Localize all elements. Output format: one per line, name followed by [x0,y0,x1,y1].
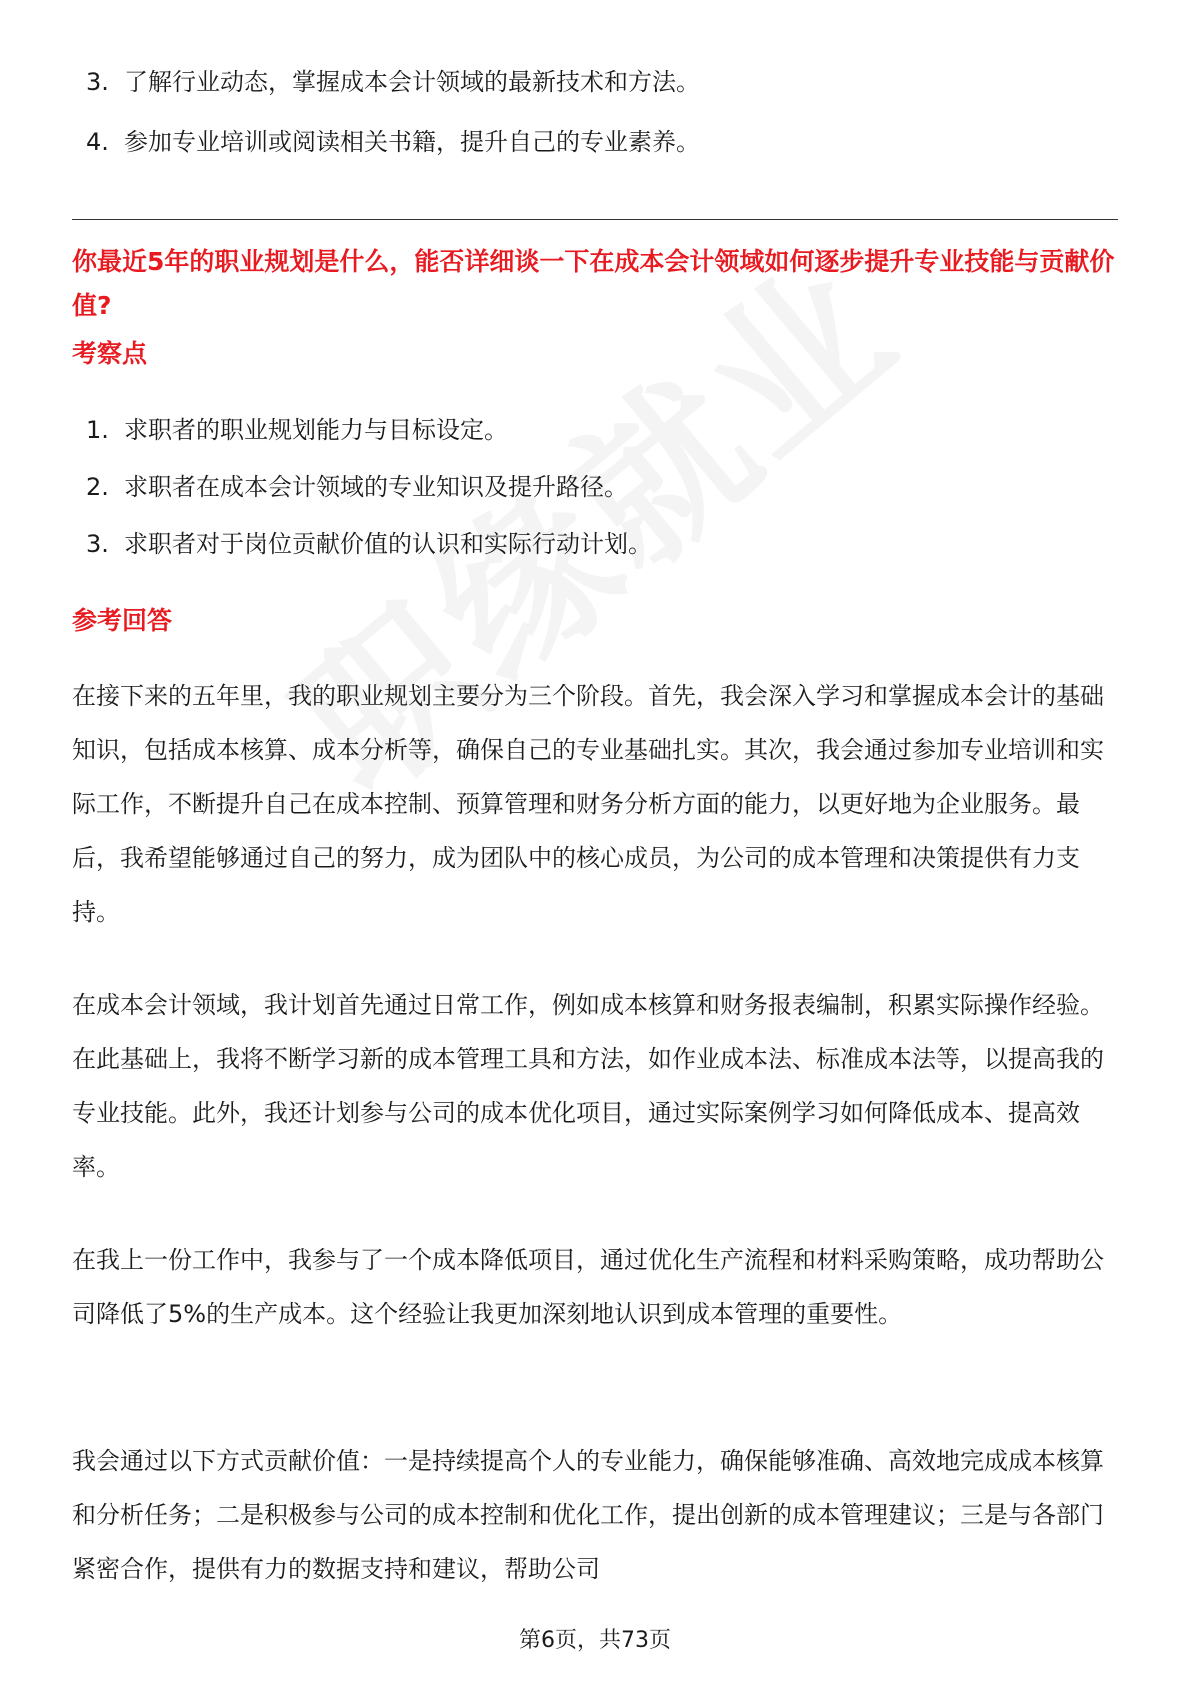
list-item [72,412,652,448]
assessment-points-list [72,412,652,583]
list-item-number: 3. [86,68,109,96]
list-item-text: 求职者对于岗位贡献价值的认识和实际行动计划。 [124,530,652,558]
list-item [72,124,700,160]
list-item [72,526,652,562]
list-item-number: 4. [86,128,109,156]
reference-answer-title: 参考回答 [72,606,173,635]
answer-paragraph: 在接下来的五年里，我的职业规划主要分为三个阶段。首先，我会深入学习和掌握成本会计的基础知识，包括成本核算、成本分析等，确保自己的专业基础扎实。其次，我会通过参加专业培训和实际工作，不断提升自己在成本控制、预算管理和财务分析方面的能力，以更好地为企业服务。最后，我希望能够通过自己的努力，成为团队中的核心成员，为公司的成本管理和决策提供有力支持。 [72,682,1104,926]
page-number: 第6页，共73页 [519,1628,671,1653]
list-item-number: 1. [86,416,109,444]
list-item-text: 求职者在成本会计领域的专业知识及提升路径。 [124,473,628,501]
list-item-number: 3. [86,530,109,558]
list-item [72,64,700,100]
answer-paragraph: 在成本会计领域，我计划首先通过日常工作，例如成本核算和财务报表编制，积累实际操作经验。在此基础上，我将不断学习新的成本管理工具和方法，如作业成本法、标准成本法等，以提高我的专业技能。此外，我还计划参与公司的成本优化项目，通过实际案例学习如何降低成本、提高效率。 [72,991,1104,1181]
list-item-text: 求职者的职业规划能力与目标设定。 [124,416,508,444]
list-item-text: 了解行业动态，掌握成本会计领域的最新技术和方法。 [124,68,700,96]
section-divider [72,219,1118,220]
list-item-number: 2. [86,473,109,501]
answer-paragraph: 在我上一份工作中，我参与了一个成本降低项目，通过优化生产流程和材料采购策略，成功帮助公司降低了5%的生产成本。这个经验让我更加深刻地认识到成本管理的重要性。 [72,1246,1104,1328]
list-item [72,469,652,505]
list-item-text: 参加专业培训或阅读相关书籍，提升自己的专业素养。 [124,128,700,156]
assessment-points-title: 考察点 [72,339,148,368]
answer-paragraph: 我会通过以下方式贡献价值：一是持续提高个人的专业能力，确保能够准确、高效地完成成本核算和分析任务；二是积极参与公司的成本控制和优化工作，提出创新的成本管理建议；三是与各部门紧密合作，提供有力的数据支持和建议，帮助公司 [72,1447,1104,1583]
question-heading: 你最近5年的职业规划是什么，能否详细谈一下在成本会计领域如何逐步提升专业技能与贡献价值? [72,247,1115,320]
previous-answer-list [72,64,700,184]
